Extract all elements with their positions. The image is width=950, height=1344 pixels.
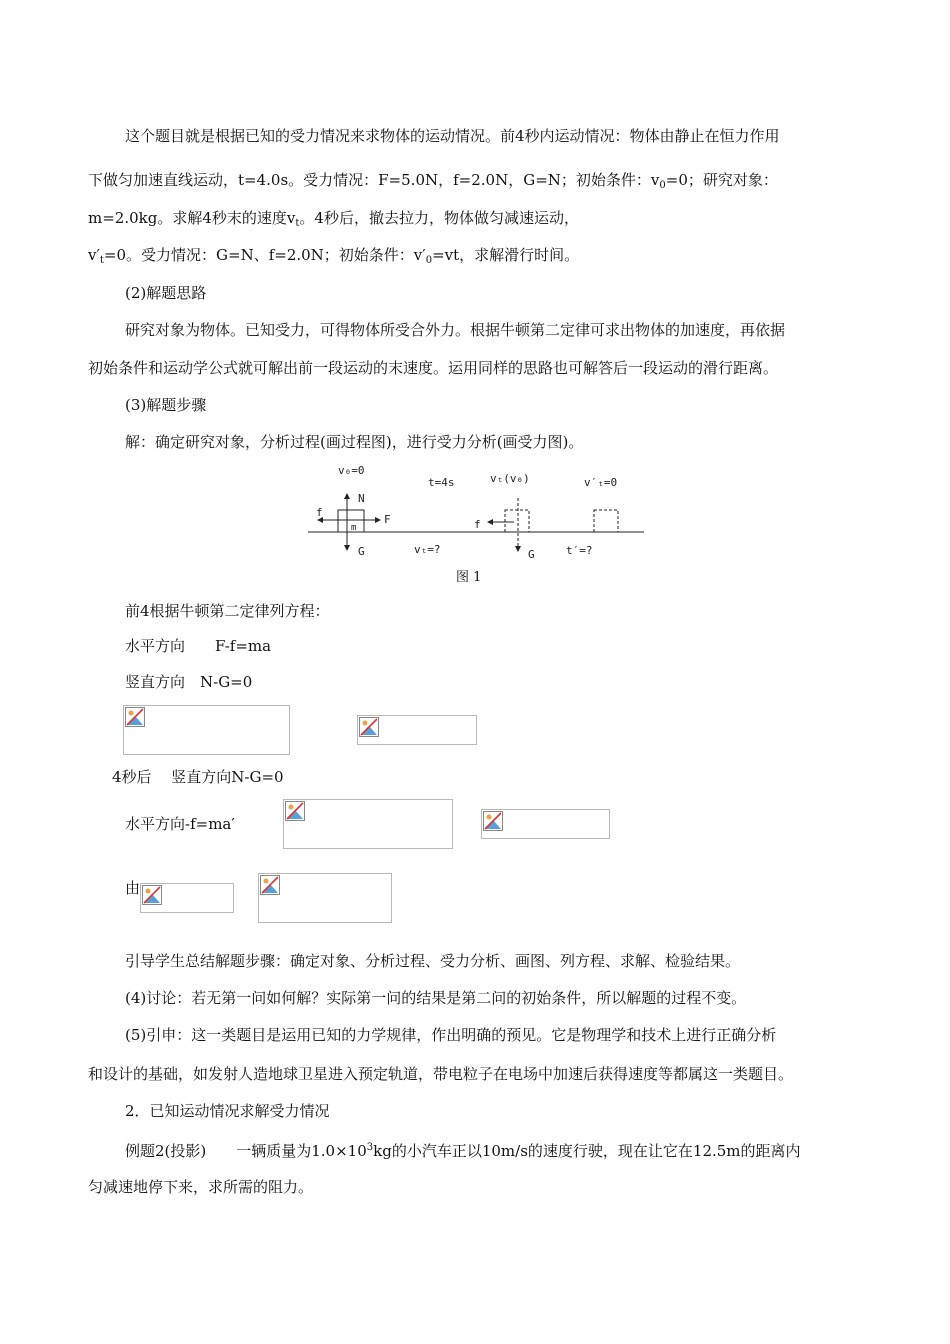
label-vt-q: vₜ=?: [414, 543, 441, 556]
section-known-motion: 2．已知运动情况求解受力情况: [125, 1102, 330, 1120]
label-tprime-q: t′=?: [566, 544, 593, 557]
para-line-2-text: 下做匀加速直线运动，t=4.0s。受力情况：F=5.0N，f=2.0N，G=N；初始条件：: [88, 171, 651, 189]
para-line-2: [88, 170, 778, 196]
para-line-3-tail: 。4秒后，撤去拉力，物体做匀减速运动，: [299, 209, 579, 227]
para-line-17: (4)讨论：若无第一问如何解？实际第一问的结果是第二问的初始条件，所以解题的过程不变。: [125, 989, 747, 1007]
section-solution-idea: (2)解题思路: [125, 284, 207, 302]
broken-image-icon: [359, 717, 379, 737]
from-label: 由: [125, 879, 141, 897]
label-m: m: [351, 523, 357, 533]
equation-image-3: [283, 799, 453, 849]
label-v0: v₀=0: [338, 464, 365, 477]
para-line-1: 这个题目就是根据已知的受力情况来求物体的运动情况。前4秒内运动情况：物体由静止在恒力作用: [125, 127, 780, 145]
v0-subscript: 0: [659, 180, 666, 191]
exponent: 3: [366, 1142, 374, 1153]
broken-image-icon: [125, 707, 145, 727]
label-G2: G: [528, 548, 535, 561]
equation-image-4: [481, 809, 610, 839]
example-2-line-2: 匀减速地停下来，求所需的阻力。: [88, 1178, 314, 1196]
vt-prime-subscript: t: [99, 255, 104, 266]
para-line-10: 前4根据牛顿第二定律列方程：: [125, 602, 330, 620]
label-G1: G: [358, 545, 365, 558]
para-line-9: 解：确定研究对象，分析过程(画过程图)，进行受力分析(画受力图)。: [125, 433, 584, 451]
vt-subscript: t: [295, 218, 300, 229]
para-line-4-text: =0。受力情况：G=N、f=2.0N；初始条件：v′: [103, 246, 426, 264]
para-line-18: (5)引申：这一类题目是运用已知的力学规律，作出明确的预见。它是物理学和技术上进行正确分析: [125, 1026, 777, 1044]
block-middle: [505, 510, 529, 532]
para-line-3-text: m=2.0kg。求解4秒末的速度: [88, 209, 287, 227]
label-F: F: [384, 513, 391, 526]
arrow-G2-head: [515, 546, 521, 552]
equation-image-2: [357, 715, 477, 745]
para-line-16: 引导学生总结解题步骤：确定对象、分析过程、受力分析、画图、列方程、求解、检验结果。: [125, 952, 741, 970]
para-line-6: 研究对象为物体。已知受力，可得物体所受合外力。根据牛顿第二定律可求出物体的加速度，再依据: [125, 321, 786, 339]
para-line-2-tail: =0；研究对象：: [665, 171, 778, 189]
broken-image-icon: [260, 875, 280, 895]
v0-symbol: v: [650, 171, 660, 189]
label-vt-v0: vₜ(v₀): [490, 472, 530, 485]
equation-image-1: [123, 705, 290, 755]
label-N: N: [358, 492, 365, 505]
figure-caption: 图 1: [456, 570, 482, 585]
section-solution-steps: (3)解题步骤: [125, 396, 207, 414]
para-line-4: [88, 245, 579, 271]
label-f1: f: [316, 506, 323, 519]
equation-vertical: 竖直方向 N-G=0: [125, 673, 253, 691]
label-vt-prime: v′ₜ=0: [584, 476, 618, 489]
equation-image-5: [140, 883, 234, 913]
label-t: t=4s: [428, 476, 455, 489]
block-end: [594, 510, 618, 532]
equation-image-6: [258, 873, 392, 923]
para-line-19: 和设计的基础，如发射人造地球卫星进入预定轨道，带电粒子在电场中加速后获得速度等都属这一类题目。: [88, 1065, 794, 1083]
horizontal-after-4s: 水平方向-f=ma′: [125, 815, 235, 833]
para-line-3: [88, 208, 579, 234]
broken-image-icon: [142, 885, 162, 905]
para-line-7: 初始条件和运动学公式就可解出前一段运动的末速度。运用同样的思路也可解答后一段运动的滑行距离。: [88, 359, 779, 377]
example-2-line: [125, 1138, 801, 1161]
label-f2: f: [474, 518, 481, 531]
example-2-tail: kg的小汽车正以10m/s的速度行驶，现在让它在12.5m的距离内: [373, 1142, 801, 1160]
motion-diagram: [300, 458, 650, 570]
broken-image-icon: [285, 801, 305, 821]
equation-horizontal: 水平方向 F-f=ma: [125, 637, 272, 655]
after-4s-line: 4秒后 竖直方向N-G=0: [112, 768, 284, 786]
para-line-4-tail: =vt，求解滑行时间。: [432, 246, 580, 264]
broken-image-icon: [483, 811, 503, 831]
vt-symbol: v: [286, 209, 296, 227]
v0-prime-subscript: 0: [425, 255, 433, 266]
example-2-text: 例题2(投影) 一辆质量为1.0×10: [125, 1142, 367, 1160]
vt-prime-symbol: v′: [88, 246, 100, 264]
